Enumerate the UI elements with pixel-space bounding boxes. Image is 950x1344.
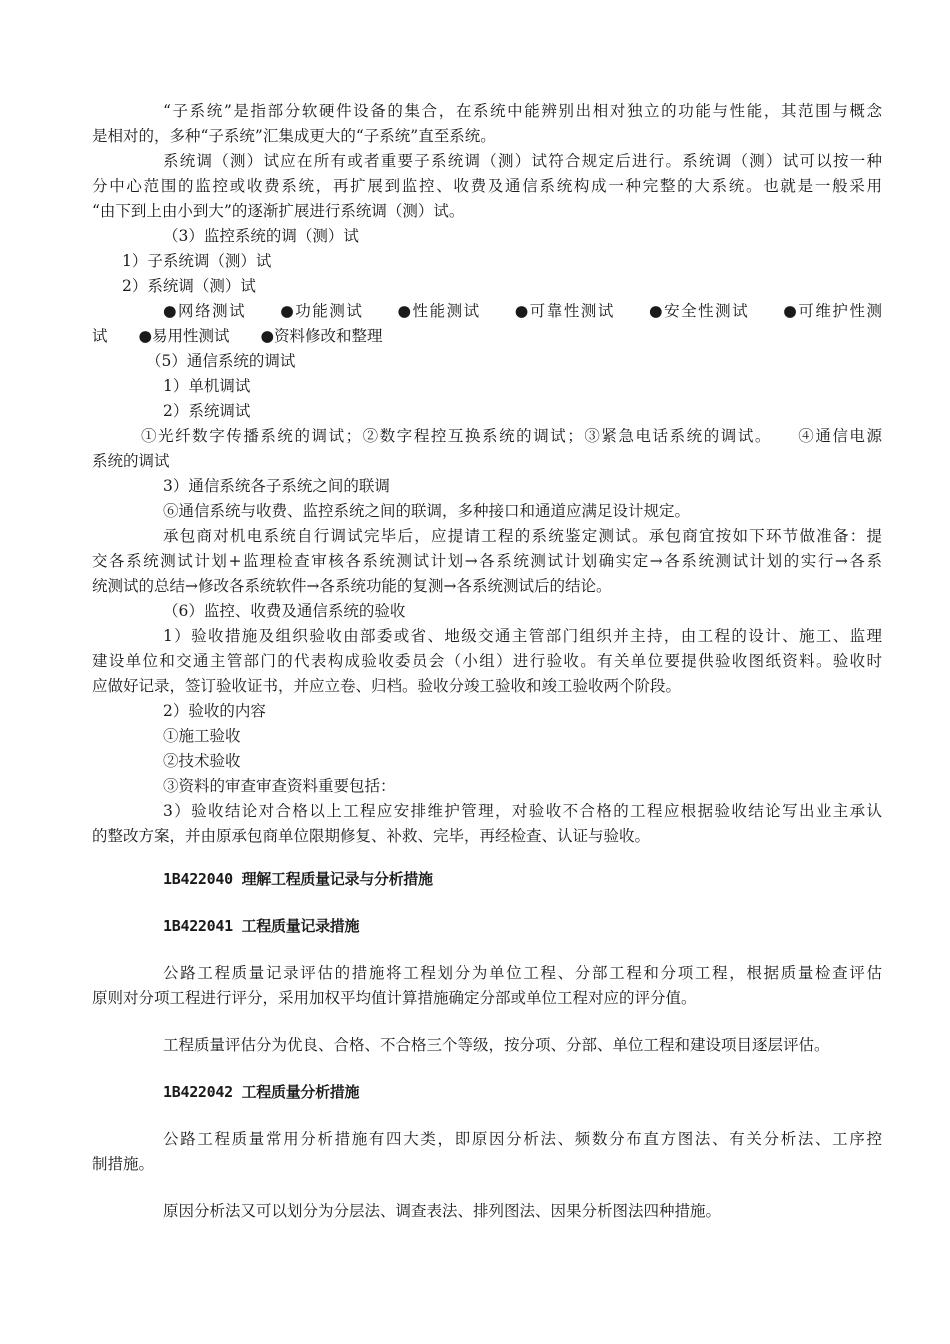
- list-item: 2）系统调试: [163, 402, 251, 420]
- paragraph-line: ①光纤数字传播系统的调试；②数字程控互换系统的调试；③紧急电话系统的调试。 ④通信电源: [141, 427, 882, 445]
- paragraph-line: 系统的调试: [92, 452, 170, 470]
- paragraph-line: 1）验收措施及组织验收由部委或省、地级交通主管部门组织并主持，由工程的设计、施工、监理: [163, 627, 882, 645]
- section-code: 1B422040: [163, 870, 233, 888]
- list-item: 3）通信系统各子系统之间的联调: [163, 477, 390, 495]
- paragraph-line: 3）验收结论对合格以上工程应安排维护管理，对验收不合格的工程应根据验收结论写出业主承认: [163, 802, 882, 820]
- section-heading: [163, 1080, 359, 1105]
- paragraph-line: 工程质量评估分为优良、合格、不合格三个等级，按分项、分部、单位工程和建设项目逐层评估。: [163, 1036, 830, 1054]
- subheading: （3）监控系统的调（测）试: [163, 227, 359, 245]
- paragraph-line: “子系统”是指部分软硬件设备的集合，在系统中能辨别出相对独立的功能与性能，其范围与概念: [163, 102, 882, 120]
- paragraph-line: 公路工程质量常用分析措施有四大类，即原因分析法、频数分布直方图法、有关分析法、工序控: [163, 1130, 882, 1148]
- paragraph-line: 原因分析法又可以划分为分层法、调查表法、排列图法、因果分析图法四种措施。: [163, 1202, 722, 1220]
- paragraph-line: 公路工程质量记录评估的措施将工程划分为单位工程、分部工程和分项工程，根据质量检查评估: [163, 964, 882, 982]
- list-item: ⑥通信系统与收费、监控系统之间的联调，多种接口和通道应满足设计规定。: [163, 502, 691, 520]
- list-item: 1）子系统调（测）试: [122, 252, 272, 270]
- subheading: （6）监控、收费及通信系统的验收: [163, 602, 406, 620]
- list-item: ③资料的审查审查资料重要包括：: [163, 777, 396, 795]
- section-heading: [163, 867, 433, 892]
- subheading: （5）通信系统的调试: [146, 352, 296, 370]
- section-heading: [163, 914, 359, 939]
- paragraph-line: 系统调（测）试应在所有或者重要子系统调（测）试符合规定后进行。系统调（测）试可以按一种: [163, 152, 882, 170]
- bullet-line: ●网络测试 ●功能测试 ●性能测试 ●可靠性测试 ●安全性测试 ●可维护性测: [163, 302, 882, 320]
- section-title: 理解工程质量记录与分析措施: [241, 870, 433, 888]
- paragraph-line: 制措施。: [92, 1155, 155, 1173]
- paragraph-line: “由下到上由小到大”的逐渐扩展进行系统调（测）试。: [92, 202, 465, 220]
- paragraph-line: 统测试的总结→修改各系统软件→各系统功能的复测→各系统测试后的结论。: [92, 577, 612, 595]
- list-item: 1）单机调试: [163, 377, 251, 395]
- paragraph-line: 应做好记录，签订验收证书，并应立卷、归档。验收分竣工验收和竣工验收两个阶段。: [92, 677, 682, 695]
- paragraph-line: 交各系统测试计划+监理检查审核各系统测试计划→各系统测试计划确实定→各系统测试计划的实行→各系: [92, 552, 882, 570]
- list-item: ①施工验收: [163, 727, 241, 745]
- list-item: 2）系统调（测）试: [122, 277, 256, 295]
- section-code: 1B422042: [163, 1083, 233, 1101]
- paragraph-line: 原则对分项工程进行评分，采用加权平均值计算措施确定分部或单位工程对应的评分值。: [92, 989, 697, 1007]
- section-title: 工程质量分析措施: [241, 1083, 360, 1101]
- section-title: 工程质量记录措施: [241, 917, 360, 935]
- paragraph-line: 是相对的，多种“子系统”汇集成更大的“子系统”直至系统。: [92, 127, 496, 145]
- section-code: 1B422041: [163, 917, 233, 935]
- paragraph-line: 的整改方案，并由原承包商单位限期修复、补救、完毕，再经检查、认证与验收。: [92, 827, 651, 845]
- bullet-line: 试 ●易用性测试 ●资料修改和整理: [92, 327, 383, 345]
- list-item: ②技术验收: [163, 752, 241, 770]
- paragraph-line: 承包商对机电系统自行调试完毕后，应提请工程的系统鉴定测试。承包商宜按如下环节做准备：提: [163, 527, 882, 545]
- paragraph-line: 建设单位和交通主管部门的代表构成验收委员会（小组）进行验收。有关单位要提供验收图纸资料。验收时: [92, 652, 882, 670]
- list-item: 2）验收的内容: [163, 702, 266, 720]
- paragraph-line: 分中心范围的监控或收费系统，再扩展到监控、收费及通信系统构成一种完整的大系统。也就是一般采用: [92, 177, 882, 195]
